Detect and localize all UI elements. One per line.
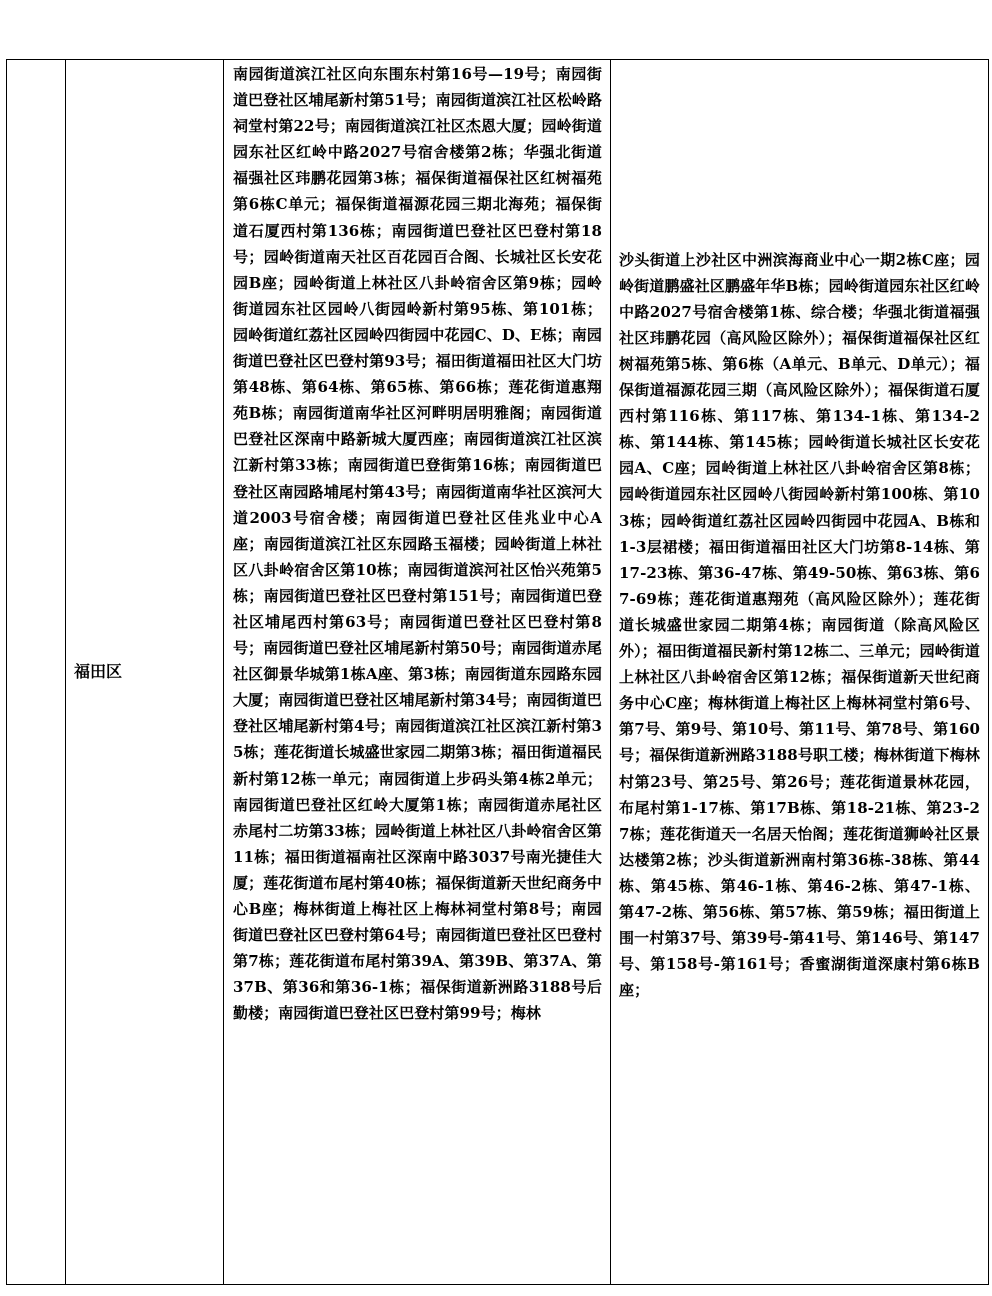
medium-risk-areas-cell xyxy=(611,60,989,1285)
district-cell xyxy=(66,60,224,1285)
high-risk-areas-text: 南园街道滨江社区向东围东村第16号—19号；南园街道巴登社区埔尾新村第51号；南园街道滨江社区松岭路祠堂村第22号；南园街道滨江社区杰恩大厦；园岭街道园东社区红岭中路2027号宿舍楼第2栋；华强北街道福强社区玮鹏花园第3栋；福保街道福保社区红树福苑第6栋C单元；福保街道福源花园三期北海苑；福保街道石厦西村第136栋；南园街道巴登社区巴登村第18号；园岭街道南天社区百花园百合阁、长城社区长安花园B座；园岭街道上林社区八卦岭宿舍区第9栋；园岭街道园东社区园岭八街园岭新村第95栋、第101栋；园岭街道红荔社区园岭四街园中花园C、D、E栋；南园街道巴登社区巴登村第93号；福田街道福田社区大门坊第48栋、第64栋、第65栋、第66栋；莲花街道惠翔苑B栋；南园街道南华社区河畔明居明雅阁；南园街道巴登社区深南中路新城大厦西座；南园街道滨江社区滨江新村第33栋；南园街道巴登街第16栋；南园街道巴登社区南园路埔尾村第43号；南园街道南华社区滨河大道2003号宿舍楼；南园街道巴登社区佳兆业中心A座；南园街道滨江社区东园路玉福楼；园岭街道上林社区八卦岭宿舍区第10栋；南园街道滨河社区怡兴苑第5栋；南园街道巴登社区巴登村第151号；南园街道巴登社区埔尾西村第63号；南园街道巴登社区巴登村第8号；南园街道巴登社区埔尾新村第50号；南园街道赤尾社区御景华城第1栋A座、第3栋；南园街道东园路东园大厦；南园街道巴登社区埔尾新村第34号；南园街道巴登社区埔尾新村第4号；南园街道滨江社区滨江新村第35栋；莲花街道长城盛世家园二期第3栋；福田街道福民新村第12栋一单元；南园街道上步码头第4栋2单元；南园街道巴登社区红岭大厦第1栋；南园街道赤尾社区赤尾村二坊第33栋；园岭街道上林社区八卦岭宿舍区第11栋；福田街道福南社区深南中路3037号南光捷佳大厦；莲花街道布尾村第40栋；福保街道新天世纪商务中心B座；梅林街道上梅社区上梅林祠堂村第8号；南园街道巴登社区巴登村第64号；南园街道巴登社区巴登村第7栋；莲花街道布尾村第39A、第39B、第37A、第37B、第36和第36-1栋；福保街道新洲路3188号后勤楼；南园街道巴登社区巴登村第99号；梅林 xyxy=(233,65,602,1023)
medium-risk-areas-text: 沙头街道上沙社区中洲滨海商业中心一期2栋C座；园岭街道鹏盛社区鹏盛年华B栋；园岭街道园东社区红岭中路2027号宿舍楼第1栋、综合楼；华强北街道福强社区玮鹏花园（高风险区除外）；福保街道福保社区红树福苑第5栋、第6栋（A单元、B单元、D单元）；福保街道福源花园三期（高风险区除外）；福保街道石厦西村第116栋、第117栋、第134-1栋、第134-2栋、第144栋、第145栋；园岭街道长城社区长安花园A、C座；园岭街道上林社区八卦岭宿舍区第8栋；园岭街道园东社区园岭八街园岭新村第100栋、第103栋；园岭街道红荔社区园岭四街园中花园A、B栋和1-3层裙楼；福田街道福田社区大门坊第8-14栋、第17-23栋、第36-47栋、第49-50栋、第63栋、第67-69栋；莲花街道惠翔苑（高风险区除外）；莲花街道长城盛世家园二期第4栋；南园街道（除高风险区外）；福田街道福民新村第12栋二、三单元；园岭街道上林社区八卦岭宿舍区第12栋；福保街道新天世纪商务中心C座；梅林街道上梅社区上梅林祠堂村第6号、第7号、第9号、第10号、第11号、第78号、第160号；福保街道新洲路3188号职工楼；梅林街道下梅林村第23号、第25号、第26号；莲花街道景林花园，布尾村第1-17栋、第17B栋、第18-21栋、第23-27栋；莲花街道天一名居天怡阁；莲花街道狮岭社区景达楼第2栋；沙头街道新洲南村第36栋-38栋、第44栋、第45栋、第46-1栋、第46-2栋、第47-1栋、第47-2栋、第56栋、第57栋、第59栋；福田街道上围一村第37号、第39号-第41号、第146号、第147号、第158号-第161号；香蜜湖街道深康村第6栋B座； xyxy=(619,250,980,1000)
table-row xyxy=(7,60,989,1285)
area-table xyxy=(6,59,989,1285)
high-risk-areas-cell xyxy=(224,60,611,1285)
index-cell xyxy=(7,60,66,1285)
district-name: 福田区 xyxy=(74,662,123,681)
